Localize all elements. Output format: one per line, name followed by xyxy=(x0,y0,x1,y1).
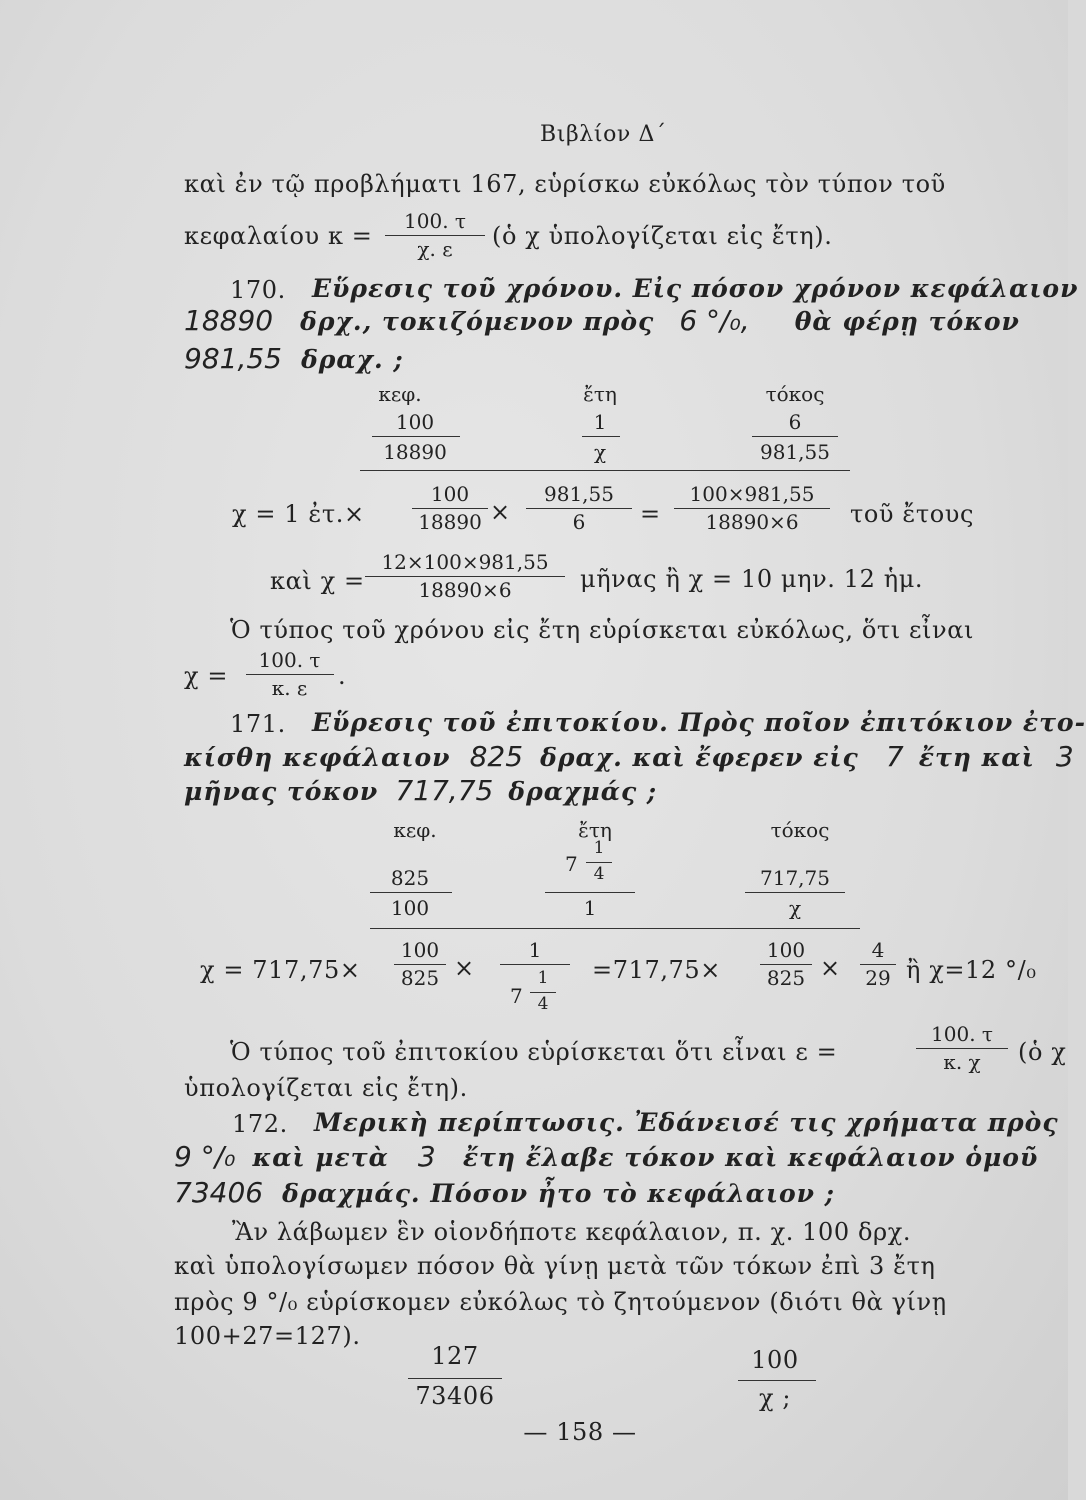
table-171-mixed-den: 4 xyxy=(593,864,605,884)
section-171-heading: Εὕρεσις τοῦ ἐπιτοκίου. Πρὸς ποῖον ἐπιτόκιον ἐτο- xyxy=(312,708,1086,737)
eq-170b-lhs: καὶ χ = xyxy=(270,567,365,595)
table-171-header-years: ἔτη xyxy=(578,818,612,842)
page-number: — 158 — xyxy=(523,1418,637,1446)
sec172-f1-bar xyxy=(408,1378,502,1379)
eq-171-f1-num: 100 xyxy=(400,938,440,962)
table-170-capital-bar xyxy=(372,436,460,437)
table-170-interest-bottom: 981,55 xyxy=(760,440,830,464)
eq-170-f2-bar xyxy=(526,508,632,509)
eq-171-times: × xyxy=(454,954,475,982)
rule-171-line-2: ὑπολογίζεται εἰς ἔτη). xyxy=(184,1074,468,1102)
table-171-interest-bar xyxy=(745,892,845,893)
eq-170-f3-bar xyxy=(674,508,830,509)
table-170-years-top: 1 xyxy=(593,410,607,434)
table-171-rule xyxy=(370,928,860,929)
eq-171-f2-den-bar xyxy=(530,992,556,993)
eq-171-f3-num: 100 xyxy=(766,938,806,962)
eq-171-tail: ἢ χ=12 °/₀ xyxy=(906,956,1037,984)
sec172-f1-num: 127 xyxy=(431,1342,479,1370)
section-170-line-3: 981,55 δραχ. ; xyxy=(184,342,404,375)
eq-171-f2-den-den: 4 xyxy=(537,994,549,1014)
table-170-header-capital: κεφ. xyxy=(378,382,422,406)
table-170-header-interest: τόκος xyxy=(765,382,825,406)
eq-170b-num: 12×100×981,55 xyxy=(381,550,549,574)
table-171-header-interest: τόκος xyxy=(770,818,830,842)
sec172-f1-den: 73406 xyxy=(415,1382,495,1410)
table-170-rule xyxy=(360,470,850,471)
eq-171-f2-num: 1 xyxy=(528,938,542,962)
section-170-number: 170. xyxy=(230,276,286,304)
section-172-line-2: 9 °/₀ καὶ μετὰ 3 ἔτη ἔλαβε τόκον καὶ κεφάλαιον ὁμοῦ xyxy=(174,1140,1039,1173)
sec172-f2-den: χ ; xyxy=(758,1384,792,1412)
section-172-body-4: 100+27=127). xyxy=(174,1322,361,1350)
table-171-mixed-whole: 7 xyxy=(565,852,578,876)
rule-170-lhs: χ = xyxy=(184,662,229,690)
eq-170b-den: 18890×6 xyxy=(418,578,512,602)
section-170-line-2: 18890 δρχ., τοκιζόμενον πρὸς 6 °/₀, θὰ φέρῃ τόκον xyxy=(184,304,1020,337)
sec172-f2-num: 100 xyxy=(751,1346,799,1374)
eq-171-f3-den: 825 xyxy=(766,966,806,990)
section-171-line-2: κίσθη κεφάλαιον 825 δραχ. καὶ ἔφερεν εἰς 7 ἔτη καὶ 3 xyxy=(184,740,1074,773)
eq-171-f2-bar xyxy=(500,964,570,965)
rule-170-end: . xyxy=(338,662,347,690)
eq-170-f3-num: 100×981,55 xyxy=(689,482,815,506)
table-170-years-bottom: χ xyxy=(593,440,607,464)
table-171-interest-top: 717,75 xyxy=(760,866,830,890)
eq-171-mid: =717,75× xyxy=(592,956,721,984)
eq-170-lhs: χ = 1 ἐτ.× xyxy=(232,500,365,528)
rule-171-den: κ. χ xyxy=(943,1050,981,1074)
intro-line-1: καὶ ἐν τῷ προβλήματι 167, εὑρίσκω εὐκόλως τὸν τύπον τοῦ xyxy=(184,170,946,198)
eq-171-f2-den-whole: 7 xyxy=(510,984,523,1008)
eq-170-times: × xyxy=(490,498,511,526)
section-172-body-3: πρὸς 9 °/₀ εὑρίσκομεν εὐκόλως τὸ ζητούμενον (διότι θὰ γίνῃ xyxy=(174,1288,947,1316)
eq-171-times-2: × xyxy=(820,954,841,982)
rule-170-den: κ. ε xyxy=(271,676,308,700)
eq-170-equals: = xyxy=(640,500,661,528)
table-171-capital-bottom: 100 xyxy=(390,896,430,920)
section-172-body-2: καὶ ὑπολογίσωμεν πόσον θὰ γίνῃ μετὰ τῶν τόκων ἐπὶ 3 ἔτη xyxy=(174,1252,936,1280)
section-170-heading: Εὕρεσις τοῦ χρόνου. Εἰς πόσον χρόνον κεφάλαιον xyxy=(312,274,1079,303)
section-171-number: 171. xyxy=(230,710,286,738)
rule-171-text: Ὁ τύπος τοῦ ἐπιτοκίου εὑρίσκεται ὅτι εἶναι ε = xyxy=(230,1038,838,1066)
section-172-line-3: 73406 δραχμάς. Πόσον ἦτο τὸ κεφάλαιον ; xyxy=(174,1176,835,1209)
table-171-header-capital: κεφ. xyxy=(393,818,437,842)
section-172-heading: Μερικὴ περίπτωσις. Ἐδάνεισέ τις χρήματα πρὸς xyxy=(314,1108,1059,1137)
table-171-capital-top: 825 xyxy=(390,866,430,890)
table-171-interest-bottom: χ xyxy=(788,896,802,920)
table-170-years-bar xyxy=(582,436,620,437)
table-171-years-bottom: 1 xyxy=(583,896,597,920)
eq-170-tail: τοῦ ἔτους xyxy=(850,500,974,528)
running-header: Βιβλίον Δ΄ xyxy=(540,122,667,147)
sec172-f2-bar xyxy=(738,1380,816,1381)
section-171-line-3: μῆνας τόκον 717,75 δραχμάς ; xyxy=(184,774,658,807)
eq-170-f1-num: 100 xyxy=(430,482,470,506)
eq-171-lhs: χ = 717,75× xyxy=(200,956,361,984)
table-171-mixed-num: 1 xyxy=(593,838,605,858)
rule-170-bar xyxy=(246,674,334,675)
eq-171-f4-den: 29 xyxy=(865,966,891,990)
section-172-number: 172. xyxy=(232,1110,288,1138)
table-171-capital-bar xyxy=(370,892,452,893)
eq-171-f3-bar xyxy=(760,964,812,965)
eq-170b-bar xyxy=(365,576,565,577)
eq-171-f2-den-num: 1 xyxy=(537,968,549,988)
table-170-capital-top: 100 xyxy=(395,410,435,434)
eq-171-f1-bar xyxy=(394,964,446,965)
rule-171-bar xyxy=(916,1048,1008,1049)
intro-line-2-suffix: (ὁ χ ὑπολογίζεται εἰς ἔτη). xyxy=(492,222,833,250)
table-170-capital-bottom: 18890 xyxy=(383,440,447,464)
rule-170-text: Ὁ τύπος τοῦ χρόνου εἰς ἔτη εὑρίσκεται εὐκόλως, ὅτι εἶναι xyxy=(230,616,975,644)
eq-171-f4-bar xyxy=(860,964,896,965)
eq-170-f2-den: 6 xyxy=(572,510,586,534)
eq-171-f1-den: 825 xyxy=(400,966,440,990)
eq-170-f2-num: 981,55 xyxy=(544,482,614,506)
intro-formula-denominator: χ. ε xyxy=(417,237,453,261)
intro-formula-bar xyxy=(385,235,485,236)
table-170-header-years: ἔτη xyxy=(583,382,617,406)
table-171-mixed-bar xyxy=(586,862,612,863)
eq-170-f3-den: 18890×6 xyxy=(705,510,799,534)
eq-170-f1-bar xyxy=(412,508,488,509)
eq-170-f1-den: 18890 xyxy=(418,510,482,534)
eq-170b-tail: μῆνας ἢ χ = 10 μην. 12 ἡμ. xyxy=(580,565,924,593)
intro-formula-numerator: 100. τ xyxy=(404,209,466,233)
table-170-interest-bar xyxy=(752,436,838,437)
rule-171-suffix: (ὁ χ xyxy=(1018,1038,1067,1066)
intro-line-2-prefix: κεφαλαίου κ = xyxy=(184,222,373,250)
table-170-interest-top: 6 xyxy=(788,410,802,434)
table-171-years-bar xyxy=(545,892,635,893)
eq-171-f4-num: 4 xyxy=(871,938,885,962)
rule-171-num: 100. τ xyxy=(931,1022,993,1046)
rule-170-num: 100. τ xyxy=(258,648,321,672)
section-172-body-1: Ἂν λάβωμεν ἓν οἱονδήποτε κεφάλαιον, π. χ. 100 δρχ. xyxy=(232,1218,912,1246)
